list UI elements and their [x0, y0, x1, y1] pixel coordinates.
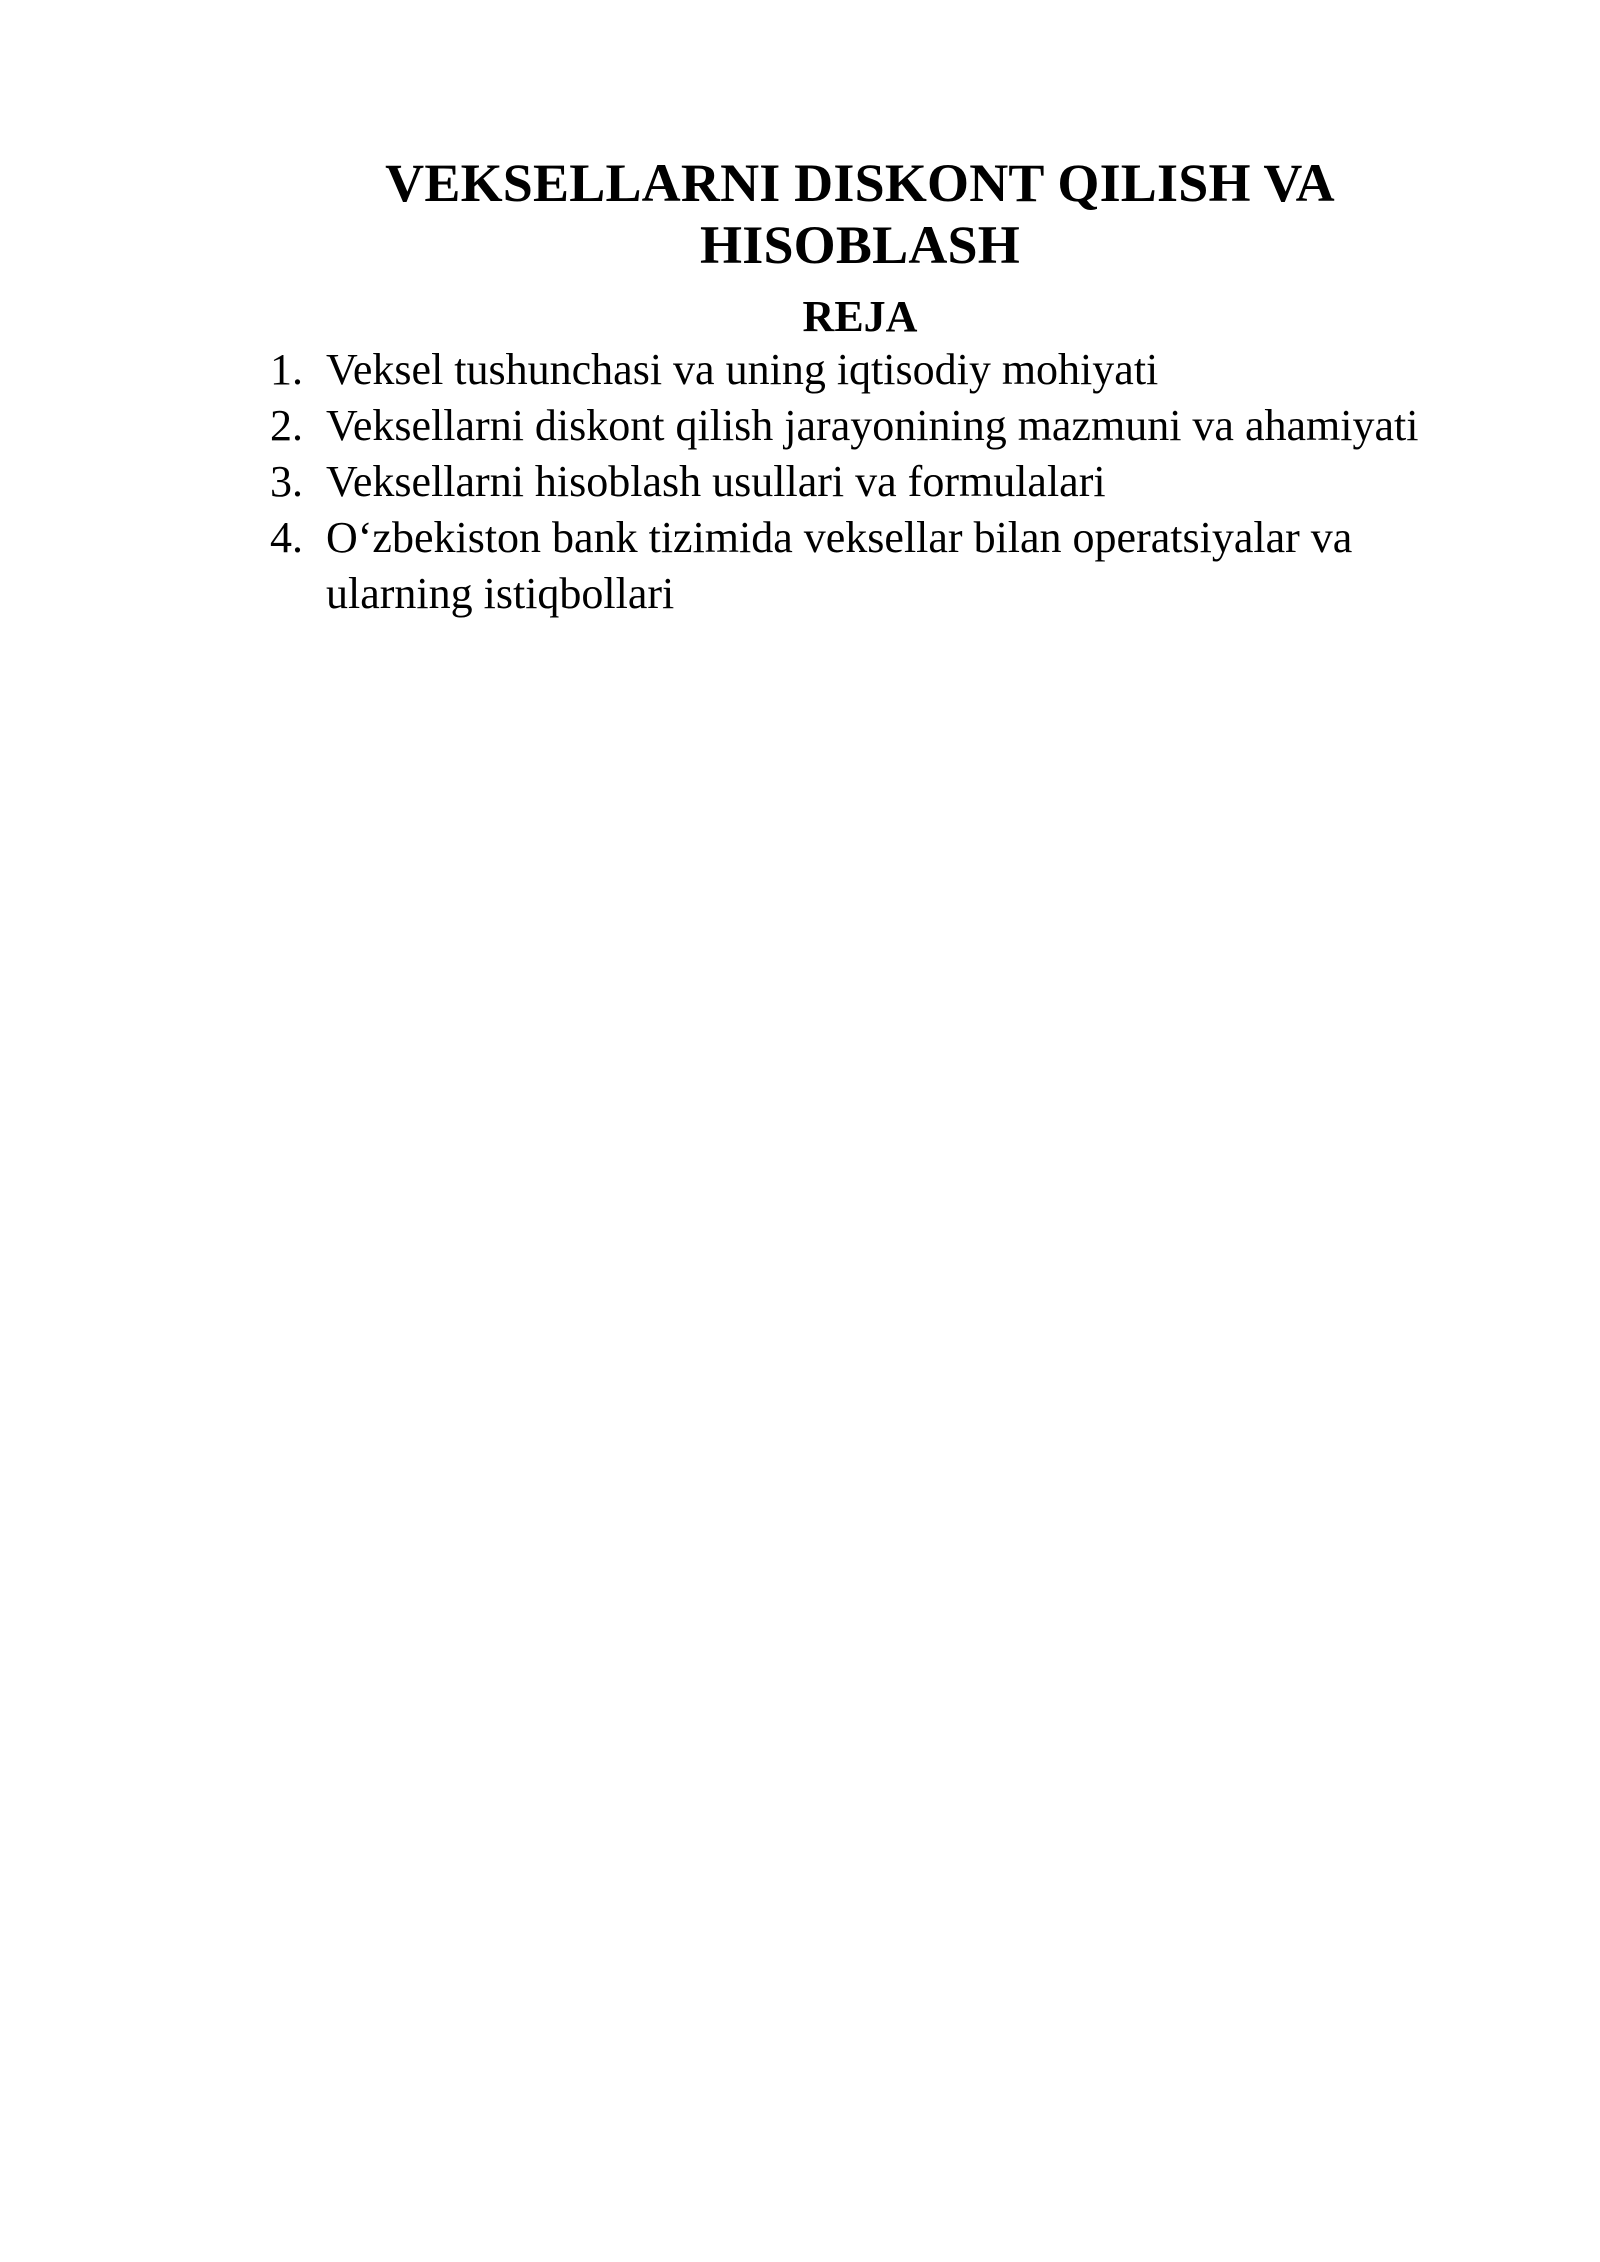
plan-item-number: 2.: [270, 401, 303, 450]
plan-item: [270, 510, 1500, 622]
plan-item: [270, 454, 1500, 510]
plan-item: [270, 342, 1500, 398]
plan-item-text: O‘zbekiston bank tizimida veksellar bilan operatsiyalar va ularning istiqbollari: [326, 513, 1353, 618]
plan-item-number: 1.: [270, 345, 303, 394]
plan-heading: REJA: [802, 292, 918, 341]
plan-item-text: Veksel tushunchasi va uning iqtisodiy mohiyati: [326, 345, 1159, 394]
document-title: VEKSELLARNI DISKONT QILISH VA HISOBLASH: [385, 153, 1335, 275]
plan-item-number: 4.: [270, 513, 303, 562]
plan-item-number: 3.: [270, 457, 303, 506]
plan-list: [270, 342, 1500, 622]
plan-item-text: Veksellarni diskont qilish jarayonining mazmuni va ahamiyati: [326, 401, 1419, 450]
plan-item-text: Veksellarni hisoblash usullari va formulalari: [326, 457, 1106, 506]
plan-item: [270, 398, 1500, 454]
